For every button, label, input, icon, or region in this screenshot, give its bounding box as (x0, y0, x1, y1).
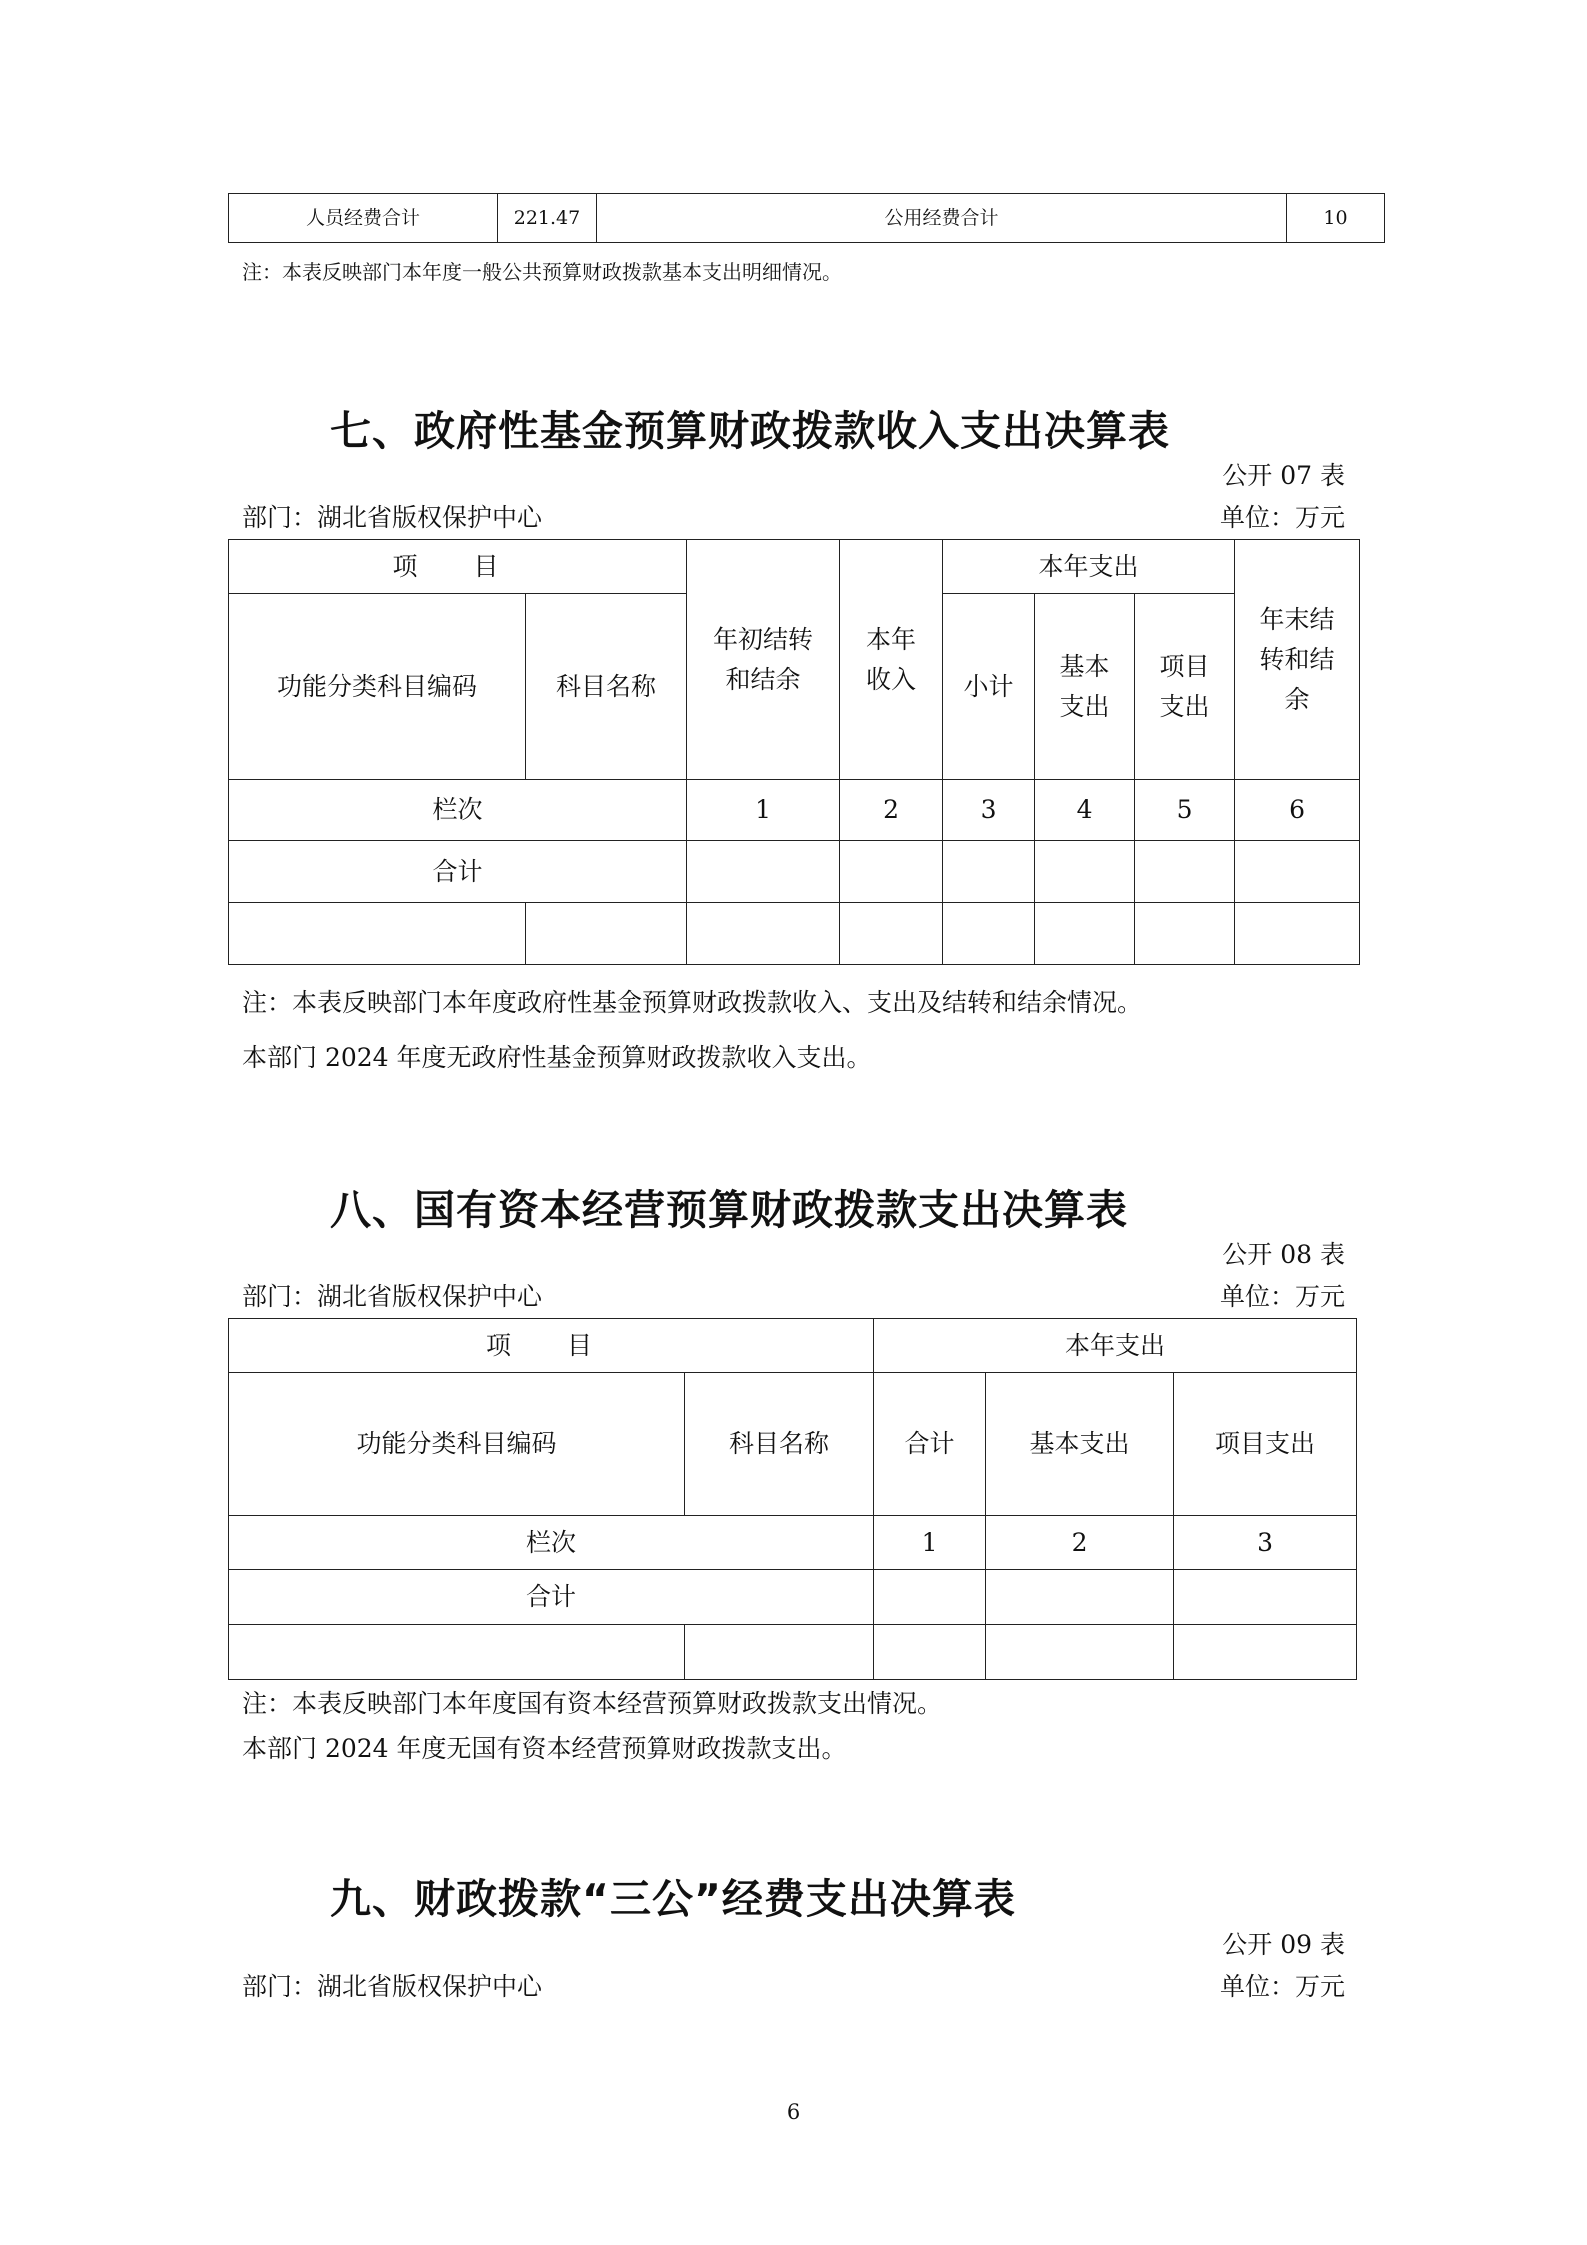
column-number: 4 (1035, 780, 1135, 841)
public-total-value: 10 (1287, 194, 1385, 243)
table-cell (1174, 1625, 1357, 1680)
table-cell (986, 1625, 1174, 1680)
column-number: 3 (1174, 1516, 1357, 1570)
table-cell (229, 1625, 685, 1680)
table-row (229, 1373, 1357, 1516)
table-row (229, 780, 1360, 841)
table-cell (943, 841, 1035, 903)
section9-department: 部门：湖北省版权保护中心 (242, 1972, 543, 2001)
table-row (229, 1319, 1357, 1373)
row-total-label: 合计 (229, 1570, 874, 1625)
row-column-label: 栏次 (229, 1516, 874, 1570)
table-row (229, 540, 1360, 594)
table-cell (874, 1625, 986, 1680)
table-cell (840, 903, 943, 965)
header-subtotal: 小计 (943, 594, 1035, 780)
table-cell (687, 841, 840, 903)
header-project-spending: 项目支出 (1174, 1373, 1357, 1516)
column-number: 5 (1135, 780, 1235, 841)
section9-table-code: 公开 09 表 (1222, 1930, 1345, 1959)
table-row (229, 1625, 1357, 1680)
top-table-note: 注：本表反映部门本年度一般公共预算财政拨款基本支出明细情况。 (242, 260, 842, 284)
header-basic-spending (1035, 594, 1135, 780)
header-function-code: 功能分类科目编码 (229, 594, 526, 780)
row-total-label: 合计 (229, 841, 687, 903)
table-cell (1035, 903, 1135, 965)
table-cell (685, 1625, 874, 1680)
section9-title: 九、财政拨款“三公”经费支出决算表 (330, 1875, 1016, 1923)
column-number: 2 (986, 1516, 1174, 1570)
column-number: 3 (943, 780, 1035, 841)
column-number: 1 (687, 780, 840, 841)
header-year-income (840, 540, 943, 780)
section8-department: 部门：湖北省版权保护中心 (242, 1282, 543, 1311)
header-item: 项 目 (229, 540, 687, 594)
personnel-total-label: 人员经费合计 (229, 194, 498, 243)
header-basic-spending-text: 基本支出 (1059, 651, 1110, 721)
personnel-total-value: 221.47 (498, 194, 597, 243)
section8-note: 注：本表反映部门本年度国有资本经营预算财政拨款支出情况。 (242, 1689, 943, 1718)
header-subject-name: 科目名称 (685, 1373, 874, 1516)
table-cell (1235, 841, 1360, 903)
table-cell (1035, 841, 1135, 903)
header-project-spending-text: 项目支出 (1159, 651, 1210, 721)
table-row (229, 1570, 1357, 1625)
table-row (229, 1516, 1357, 1570)
personnel-public-summary-table (228, 193, 1385, 243)
public-total-label: 公用经费合计 (597, 194, 1287, 243)
table-row (229, 841, 1360, 903)
header-year-spending: 本年支出 (874, 1319, 1357, 1373)
header-year-spending: 本年支出 (943, 540, 1235, 594)
section7-department: 部门：湖北省版权保护中心 (242, 503, 543, 532)
column-number: 6 (1235, 780, 1360, 841)
row-column-label: 栏次 (229, 780, 687, 841)
header-closing-balance (1235, 540, 1360, 780)
table-cell (1135, 841, 1235, 903)
table-cell (1174, 1570, 1357, 1625)
header-project-spending (1135, 594, 1235, 780)
section8-title: 八、国有资本经营预算财政拨款支出决算表 (330, 1186, 1128, 1234)
header-function-code: 功能分类科目编码 (229, 1373, 685, 1516)
section7-table (228, 539, 1360, 965)
section7-title: 七、政府性基金预算财政拨款收入支出决算表 (330, 407, 1170, 455)
header-opening-balance (687, 540, 840, 780)
header-item: 项 目 (229, 1319, 874, 1373)
table-cell (840, 841, 943, 903)
page-number: 6 (786, 2100, 801, 2124)
section7-table-code: 公开 07 表 (1222, 461, 1345, 490)
header-closing-balance-text: 年末结转和结余 (1259, 604, 1335, 714)
column-number: 2 (840, 780, 943, 841)
section7-note: 注：本表反映部门本年度政府性基金预算财政拨款收入、支出及结转和结余情况。 (242, 988, 1143, 1017)
table-cell (1135, 903, 1235, 965)
table-cell (526, 903, 687, 965)
section8-statement: 本部门 2024 年度无国有资本经营预算财政拨款支出。 (242, 1734, 847, 1763)
header-total: 合计 (874, 1373, 986, 1516)
section7-unit: 单位：万元 (1219, 503, 1345, 532)
table-cell (943, 903, 1035, 965)
header-year-income-text: 本年收入 (866, 624, 917, 694)
table-cell (986, 1570, 1174, 1625)
table-row (229, 194, 1385, 243)
header-subject-name: 科目名称 (526, 594, 687, 780)
section8-unit: 单位：万元 (1219, 1282, 1345, 1311)
header-basic-spending: 基本支出 (986, 1373, 1174, 1516)
table-row (229, 903, 1360, 965)
section8-table (228, 1318, 1357, 1680)
table-cell (1235, 903, 1360, 965)
table-cell (229, 903, 526, 965)
section9-unit: 单位：万元 (1219, 1972, 1345, 2001)
section8-table-code: 公开 08 表 (1222, 1240, 1345, 1269)
table-cell (874, 1570, 986, 1625)
header-opening-balance-text: 年初结转和结余 (713, 624, 814, 694)
table-cell (687, 903, 840, 965)
column-number: 1 (874, 1516, 986, 1570)
section7-statement: 本部门 2024 年度无政府性基金预算财政拨款收入支出。 (242, 1043, 872, 1072)
